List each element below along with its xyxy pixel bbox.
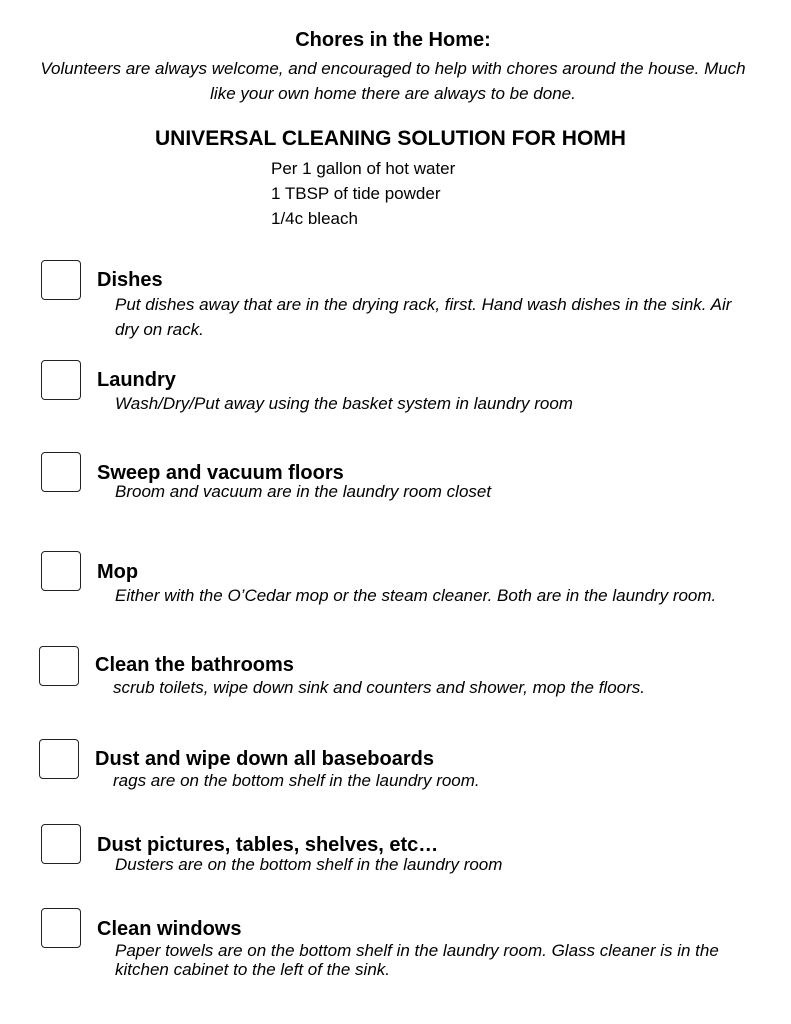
checkbox-windows[interactable] (41, 908, 81, 948)
chore-title-bathrooms: Clean the bathrooms (95, 654, 294, 676)
chore-desc-dishes: Put dishes away that are in the drying rack, first. Hand wash dishes in the sink. Air dry on rack. (115, 295, 732, 339)
solution-title: UNIVERSAL CLEANING SOLUTION FOR HOMH (155, 127, 626, 150)
chore-desc-mop: Either with the O’Cedar mop or the steam cleaner. Both are in the laundry room. (115, 586, 717, 605)
checkbox-dishes[interactable] (41, 260, 81, 300)
chore-title-baseboards: Dust and wipe down all baseboards (95, 748, 434, 770)
recipe-line: 1/4c bleach (271, 209, 358, 228)
recipe-line: Per 1 gallon of hot water (271, 159, 456, 178)
checkbox-bathrooms[interactable] (39, 646, 79, 686)
chore-desc-bathrooms: scrub toilets, wipe down sink and counters and shower, mop the floors. (113, 678, 646, 697)
checkbox-mop[interactable] (41, 551, 81, 591)
recipe-line: 1 TBSP of tide powder (271, 184, 441, 203)
chore-desc-sweep: Broom and vacuum are in the laundry room closet (115, 482, 492, 501)
checkbox-sweep[interactable] (41, 452, 81, 492)
chore-title-dust-pictures: Dust pictures, tables, shelves, etc… (97, 834, 439, 856)
intro-text: Volunteers are always welcome, and encouraged to help with chores around the house. Much like your own home there are always to be done. (40, 59, 746, 103)
recipe (271, 156, 455, 231)
chore-title-mop: Mop (97, 561, 139, 583)
checkbox-laundry[interactable] (41, 360, 81, 400)
checkbox-dust-pictures[interactable] (41, 824, 81, 864)
chore-desc-laundry: Wash/Dry/Put away using the basket system in laundry room (115, 394, 573, 413)
chore-desc-baseboards: rags are on the bottom shelf in the laundry room. (113, 771, 480, 790)
chore-desc-windows: Paper towels are on the bottom shelf in the laundry room. Glass cleaner is in the kitchen cabinet to the left of the sink. (115, 941, 719, 979)
page-title: Chores in the Home: (295, 29, 491, 51)
checkbox-baseboards[interactable] (39, 739, 79, 779)
chore-desc-dust-pictures: Dusters are on the bottom shelf in the laundry room (115, 855, 503, 874)
chore-title-windows: Clean windows (97, 918, 242, 940)
chore-title-sweep: Sweep and vacuum floors (97, 462, 344, 484)
chore-title-laundry: Laundry (97, 369, 176, 391)
chore-title-dishes: Dishes (97, 269, 163, 291)
